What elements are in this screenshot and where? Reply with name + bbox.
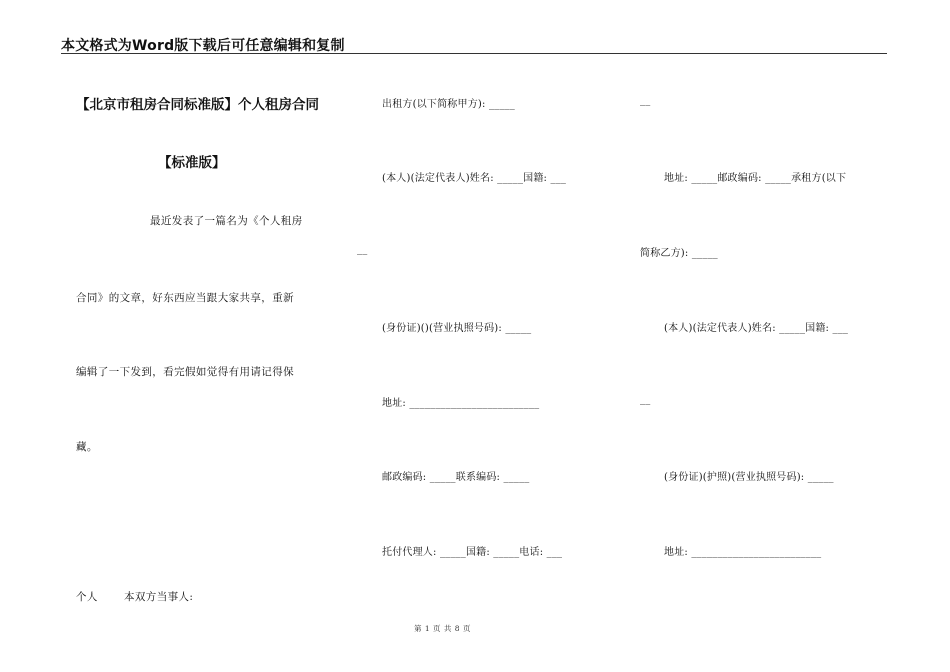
document-title: 【北京市租房合同标准版】个人租房合同 [76,97,319,113]
agent-line: 托付代理人: _____国籍: _____电话: ___ [382,547,563,558]
lessor-id-line: (身份证)()(营业执照号码): _____ [382,323,532,334]
intro-line-4: 藏。 [76,441,98,453]
document-subtitle: 【标准版】 [158,155,226,171]
lessor-line: 出租方(以下简称甲方): _____ [382,99,515,110]
intro-line-2: 合同》的文章，好东西应当跟大家共享，重新 [76,292,294,304]
lessee-address-line: 地址: _________________________ [664,547,822,558]
continuation-mark: __ [357,244,368,255]
page-number: 第 1 页 共 8 页 [414,624,471,633]
lessor-name-line: (本人)(法定代表人)姓名: _____国籍: ___ [382,173,567,184]
continuation-mark: __ [640,95,651,106]
lessor-postcode-line: 邮政编码: _____联系编码: _____ [382,472,530,483]
lessor-address-line: 地址: _________________________ [382,398,540,409]
parties-text: 本双方当事人: [124,591,194,603]
lessee-name-line: (本人)(法定代表人)姓名: _____国籍: ___ [664,323,849,334]
intro-line-3: 编辑了一下发到，看完假如觉得有用请记得保 [76,366,294,378]
address-postcode-line: 地址: _____邮政编码: _____承租方(以下 [664,173,847,184]
continuation-mark: __ [640,394,651,405]
header-divider [61,53,887,54]
lessee-line: 简称乙方): _____ [640,248,718,259]
document-header: 本文格式为Word版下载后可任意编辑和复制 [61,38,345,54]
intro-line-1: 最近发表了一篇名为《个人租房 [150,215,303,227]
parties-label: 个人 [76,591,98,603]
lessee-id-line: (身份证)(护照)(营业执照号码): _____ [664,472,834,483]
